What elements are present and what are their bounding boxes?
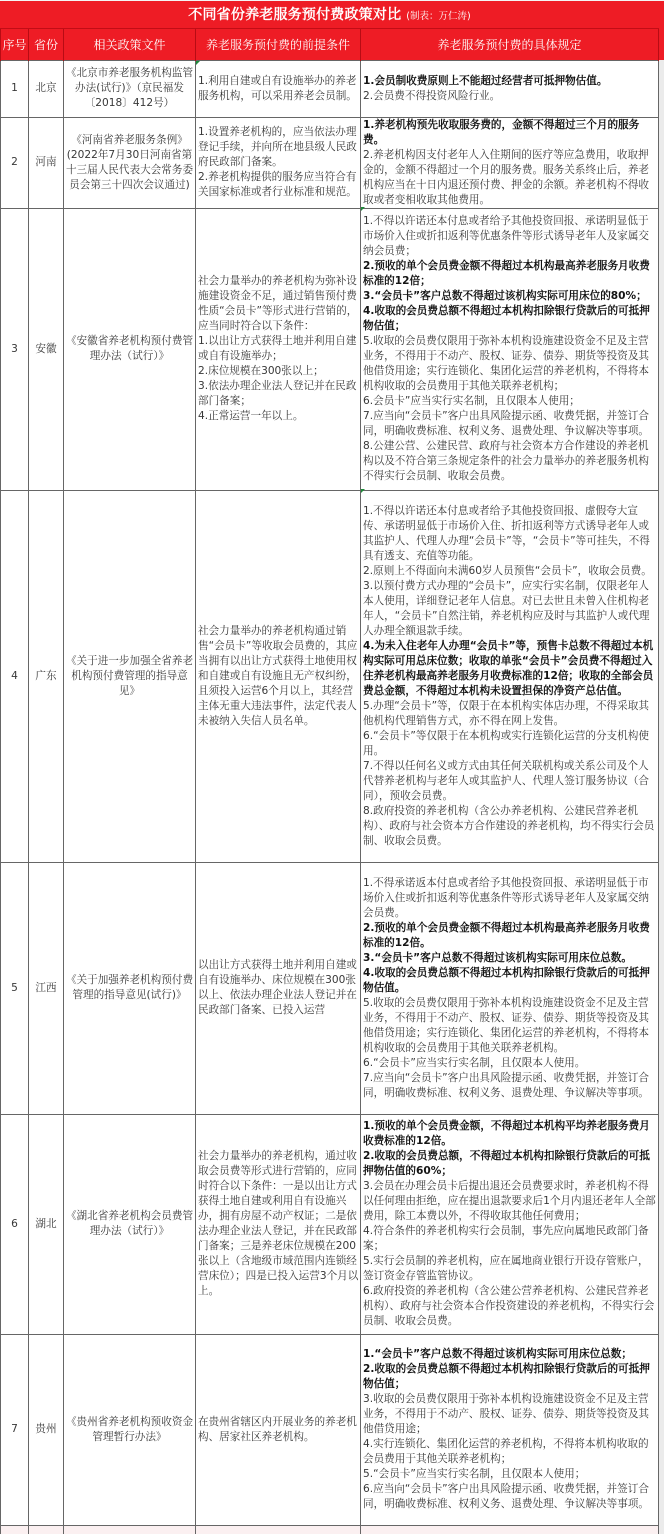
- conditions-cell: [196, 60, 361, 117]
- empty-cell: [1, 1525, 29, 1534]
- rule-item: 6.应当向“会员卡”客户出具风险提示函、收费凭据，并签订合同，明确收费标准、权利义务、退费处理、争议解决等事项。: [363, 1483, 650, 1510]
- empty-cell: [196, 1525, 361, 1534]
- rule-item: 4.收取的会员费总额不得超过本机构扣除银行贷款后的可抵押物估值。: [363, 966, 650, 994]
- index-cell: 4: [1, 490, 29, 862]
- rule-item: 2.养老机构因支付老年人入住期间的医疗等应急费用，收取押金的，金额不得超过一个月的服务费。服务关系终止后，养老机构应当在十日内退还预付费、押金的余额。养老机构不得收取或者变相收取其他费用。: [363, 148, 650, 206]
- rule-item: 1.养老机构预先收取服务费的，金额不得超过三个月的服务费。: [363, 118, 640, 146]
- policy-comparison-table: [0, 1, 659, 1534]
- cell-indicator-icon: [361, 207, 365, 211]
- rule-item: 7.应当向“会员卡”客户出具风险提示函、收费凭据，并签订合同，明确收费标准、权利义务、退费处理、争议解决等事项。: [363, 1071, 650, 1099]
- column-header-row: [1, 28, 659, 60]
- document-cell: 《河南省养老服务条例》(2022年7月30日河南省第十三届人民代表大会常务委员会第三十四次会议通过): [64, 117, 196, 208]
- rule-item: 4.收取的会员费总额不得超过本机构扣除银行贷款后的可抵押物估值；: [363, 305, 650, 332]
- province-cell: 河南: [29, 117, 64, 208]
- rule-item: 8.政府投资的养老机构（含公办养老机构、公建民营养老机构）、政府与社会资本方合作建设的养老机构，均不得实行会员制、收取会员费。: [363, 804, 655, 847]
- condition-item: 社会力量举办的养老机构通过销售“会员卡”等收取会员费的，其应当拥有以出让方式获得土地使用权和自建或自有设施且无产权纠纷，且须投入运营6个月以上，其经营主体无重大违法事件，法定代表人未被纳入失信人员名单。: [198, 624, 358, 727]
- title-row: [1, 1, 659, 28]
- document-cell: 《关于进一步加强全省养老机构预付费管理的指导意见》: [64, 490, 196, 862]
- rule-item: 6.“会员卡”应当实行实名制，且仅限本人使用。: [363, 1056, 586, 1069]
- condition-item: 3.依法办理企业法人登记并在民政部门备案；: [198, 380, 357, 407]
- document-cell: 《安徽省养老机构预付费管理办法（试行）》: [64, 208, 196, 490]
- empty-cell: [29, 1525, 64, 1534]
- rules-cell: [361, 117, 659, 208]
- index-cell: 3: [1, 208, 29, 490]
- rule-item: 5.收取的会员费仅限用于弥补本机构设施建设资金不足及主营业务，不得用于不动产、股权、证券、债券、期货等投资及其他借贷用途；实行连锁化、集团化运营的养老机构，不得将本机构收取的会员费用于其他关联养老机构。: [363, 996, 650, 1054]
- rule-item: 1.不得以许诺还本付息或者给予其他投资回报、承诺明显低于市场价入住或折扣返利等优惠条件等形式诱导老年人及家属交纳会员费；: [363, 215, 650, 257]
- rules-cell: [361, 862, 659, 1114]
- rule-item: 6.“会员卡”等仅限于在本机构或实行连锁化运营的分支机构使用。: [363, 729, 649, 757]
- condition-item: 2.床位规模在300张以上；: [198, 365, 324, 377]
- rule-item: 5.实行会员制的养老机构，应在属地商业银行开设存管账户，签订资金存管监管协议。: [363, 1255, 649, 1282]
- rules-cell: [361, 490, 659, 862]
- rule-item: 6.会员卡”应当实行实名制，且仅限本人使用；: [363, 395, 580, 407]
- document-cell: 《北京市养老服务机构监管办法(试行)》（京民福发〔2018〕412号）: [64, 60, 196, 117]
- rule-item: 3.以预付费方式办理的“会员卡”，应实行实名制，仅限老年人本人使用，详细登记老年人信息。对已去世且未曾入住机构老年人，“会员卡”自然注销，养老机构应及时与其监护人或代理人办理全额退款手续。: [363, 579, 650, 637]
- rule-item: 4.为未入住老年人办理“会员卡”等，预售卡总数不得超过本机构实际可用总床位数；收取的单张“会员卡”会员费不得超过入住养老机构最高养老服务月收费标准的12倍；收取的全部会员费总金额，不得超过本机构未设置担保的净资产总估值。: [363, 639, 654, 697]
- title-credit: (制表：万仁涛): [406, 11, 471, 23]
- rule-item: 4.符合条件的养老机构实行会员制，事先应向属地民政部门备案；: [363, 1225, 649, 1252]
- table-row-cutoff: [1, 1525, 659, 1534]
- rules-cell: [361, 1114, 659, 1334]
- table-row: [1, 1114, 659, 1334]
- rules-cell: [361, 1334, 659, 1525]
- rule-item: 1.不得承诺返本付息或者给予其他投资回报、承诺明显低于市场价入住或折扣返利等优惠条件等形式诱导老年人及家属交纳会员费。: [363, 876, 650, 919]
- condition-item: 4.正常运营一年以上。: [198, 410, 304, 422]
- rule-item: 7.应当向“会员卡”客户出具风险提示函、收费凭据，并签订合同，明确收费标准、权利义务、退费处理、争议解决等事项。: [363, 410, 650, 437]
- rule-item: 1.“会员卡”客户总数不得超过该机构实际可用床位总数；: [363, 1348, 632, 1360]
- document-cell: 《关于加强养老机构预付费管理的指导意见(试行)》: [64, 862, 196, 1114]
- rule-item: 2.会员费不得投资风险行业。: [363, 89, 501, 102]
- rules-cell: [361, 208, 659, 490]
- conditions-cell: [196, 862, 361, 1114]
- province-cell: 湖北: [29, 1114, 64, 1334]
- rule-item: 2.收取的会员费总额，不得超过本机构扣除银行贷款后的可抵押物估值的60%；: [363, 1150, 650, 1177]
- index-cell: 1: [1, 60, 29, 117]
- empty-cell: [361, 1525, 659, 1534]
- rule-item: 5.收取的会员费仅限用于弥补本机构设施建设资金不足及主营业务，不得用于不动产、股权、证券、债券、期货等投资及其他借贷用途；实行连锁化、集团化运营的养老机构，不得将本机构收取的会员费用于其他关联养老机构；: [363, 335, 650, 392]
- header-conditions: 养老服务预付费的前提条件: [196, 28, 361, 60]
- province-cell: 贵州: [29, 1334, 64, 1525]
- header-province: 省份: [29, 28, 64, 60]
- conditions-cell: [196, 1334, 361, 1525]
- rule-item: 1.预收的单个会员费金额，不得超过本机构平均养老服务费月收费标准的12倍。: [363, 1120, 650, 1147]
- province-cell: 江西: [29, 862, 64, 1114]
- empty-cell: [64, 1525, 196, 1534]
- table-title: [1, 1, 659, 28]
- province-cell: 北京: [29, 60, 64, 117]
- rule-item: 7.不得以任何名义或方式由其任何关联机构或关系公司及个人代替养老机构与老年人或其监护人、代理人签订服务协议（合同），预收会员费。: [363, 759, 650, 802]
- rule-item: 2.原则上不得面向未满60岁人员预售“会员卡”，收取会员费。: [363, 564, 652, 577]
- province-cell: 广东: [29, 490, 64, 862]
- conditions-cell: [196, 490, 361, 862]
- condition-item: 1.设置养老机构的，应当依法办理登记手续，并向所在地县级人民政府民政部门备案。: [198, 126, 357, 168]
- header-index: 序号: [1, 28, 29, 60]
- rule-item: 3.会员在办理会员卡后提出退还会员费要求时，养老机构不得以任何理由拒绝，应在提出退款要求后1个月内退还老年人全部费用，除工本费以外，不得收取其他任何费用；: [363, 1180, 656, 1222]
- rule-item: 4.实行连锁化、集团化运营的养老机构，不得将本机构收取的会员费用于其他关联养老机构；: [363, 1438, 649, 1465]
- rule-item: 1.会员制收费原则上不能超过经营者可抵押物估值。: [363, 74, 608, 87]
- condition-item: 2.养老机构提供的服务应当符合有关国家标准或者行业标准和规范。: [198, 171, 357, 198]
- province-cell: 安徽: [29, 208, 64, 490]
- rule-item: 5.“会员卡”应当实行实名制，且仅限本人使用；: [363, 1468, 586, 1480]
- table-row: [1, 1334, 659, 1525]
- table-row: [1, 60, 659, 117]
- rule-item: 2.收取的会员费总额不得超过本机构扣除银行贷款后的可抵押物估值；: [363, 1363, 650, 1390]
- header-document: 相关政策文件: [64, 28, 196, 60]
- rule-item: 6.政府投资的养老机构（含公建公营养老机构、公建民营养老机构）、政府与社会资本合作投资建设的养老机构，不得实行会员制、收取会员费。: [363, 1285, 655, 1327]
- document-cell: 《贵州省养老机构预收资金管理暂行办法》: [64, 1334, 196, 1525]
- condition-item: 社会力量举办的养老机构为弥补设施建设资金不足，通过销售预付费性质“会员卡”等形式进行营销的，应当同时符合以下条件：: [198, 275, 358, 332]
- index-cell: 5: [1, 862, 29, 1114]
- rule-item: 3.收取的会员费仅限用于弥补本机构设施建设资金不足及主营业务，不得用于不动产、股权、证券、债券、期货等投资及其他借贷用途；: [363, 1393, 650, 1435]
- table-row: [1, 208, 659, 490]
- rule-item: 8.公建公营、公建民营、政府与社会资本方合作建设的养老机构以及不符合第三条规定条件的社会力量举办的养老服务机构不得实行会员制、收取会员费。: [363, 440, 650, 482]
- conditions-cell: [196, 117, 361, 208]
- conditions-cell: [196, 1114, 361, 1334]
- rule-item: 5.办理“会员卡”等，仅限于在本机构实体店办理，不得采取其他机构代理销售方式，亦不得在网上发售。: [363, 699, 649, 727]
- condition-item: 以出让方式获得土地并利用自建或自有设施举办、床位规模在300张以上、依法办理企业法人登记并在民政部门备案、已投入运营: [198, 959, 357, 1016]
- index-cell: 6: [1, 1114, 29, 1334]
- table-row: [1, 490, 659, 862]
- index-cell: 2: [1, 117, 29, 208]
- condition-item: 在贵州省辖区内开展业务的养老机构、居家社区养老机构。: [198, 1415, 357, 1443]
- rule-item: 3.“会员卡”客户总数不得超过该机构实际可用床位的80%；: [363, 290, 647, 302]
- rule-item: 3.“会员卡”客户总数不得超过该机构实际可用床位总数。: [363, 951, 632, 964]
- cell-indicator-icon: [196, 61, 200, 65]
- rule-item: 2.预收的单个会员费金额不得超过本机构最高养老服务月收费标准的12倍；: [363, 260, 650, 287]
- condition-item: 1.利用自建或自有设施举办的养老服务机构，可以采用养老会员制。: [198, 74, 357, 102]
- table-row: [1, 862, 659, 1114]
- condition-item: 社会力量举办的养老机构，通过收取会员费等形式进行营销的，应同时符合以下条件：一是以出让方式获得土地自建或利用自有设施兴办，拥有房屋不动产权证；二是依法办理企业法人登记，并在民政部门备案；三是养老床位规模在200张以上（含地级市域范围内连锁经营床位）；四是已投入运营3个月以上。: [198, 1150, 359, 1297]
- rule-item: 2.预收的单个会员费金额不得超过本机构最高养老服务月收费标准的12倍。: [363, 921, 650, 949]
- document-cell: 《湖北省养老机构会员费管理办法（试行）》: [64, 1114, 196, 1334]
- title-text: 不同省份养老服务预付费政策对比: [188, 7, 402, 24]
- rules-cell: [361, 60, 659, 117]
- cell-indicator-icon: [361, 489, 365, 493]
- table-row: [1, 117, 659, 208]
- condition-item: 1.以出让方式获得土地并利用自建或自有设施举办；: [198, 335, 357, 362]
- conditions-cell: [196, 208, 361, 490]
- index-cell: 7: [1, 1334, 29, 1525]
- header-rules: 养老服务预付费的具体规定: [361, 28, 659, 60]
- rule-item: 1.不得以许诺还本付息或者给予其他投资回报、虚假夸大宣传、承诺明显低于市场价入住、折扣返利等方式诱导老年人或其监护人、代理人办理“会员卡”等，“会员卡”等可挂失，不得具有透支、充值等功能。: [363, 504, 650, 562]
